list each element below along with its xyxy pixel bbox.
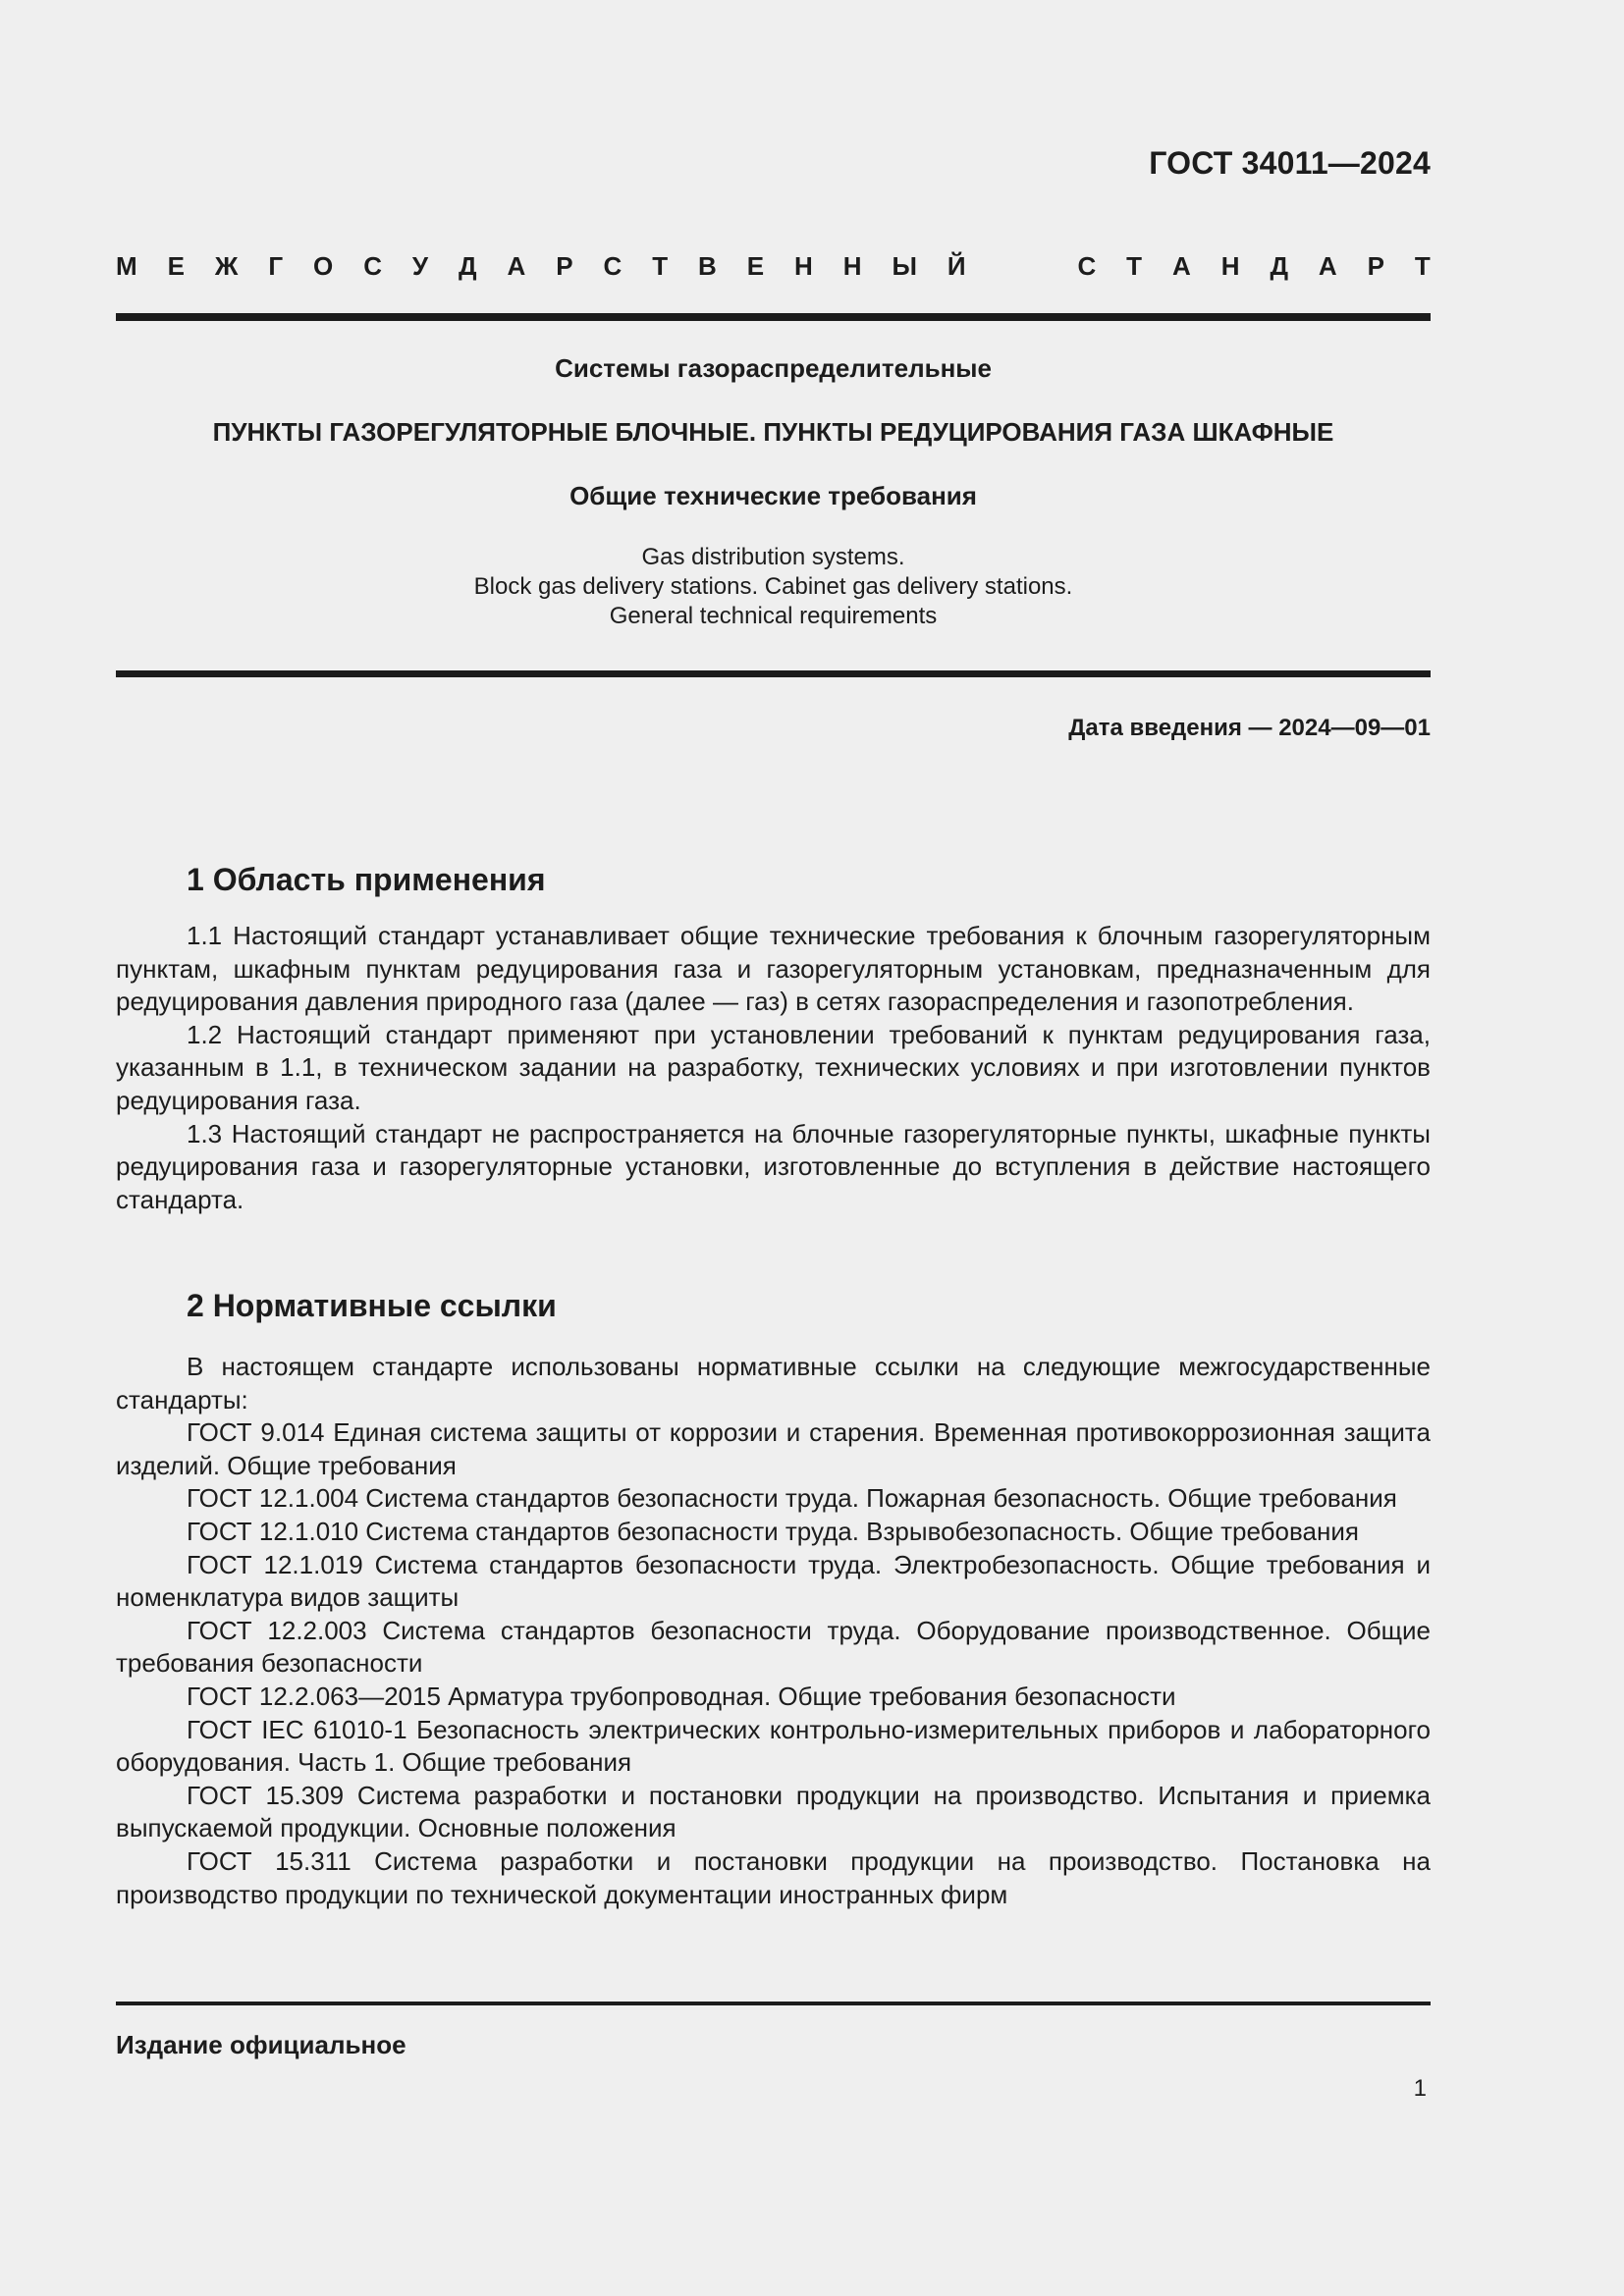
heading-letter: Р bbox=[1367, 251, 1384, 281]
heading-letter: Г bbox=[268, 251, 284, 281]
heading-letter: Н bbox=[842, 251, 862, 281]
heading-letter: Е bbox=[167, 251, 185, 281]
heading-letter: А bbox=[1318, 251, 1337, 281]
heading-letter: Т bbox=[1126, 251, 1143, 281]
heading-letter: С bbox=[1077, 251, 1097, 281]
paragraph: 1.3 Настоящий стандарт не распространяется на блочные газорегуляторные пункты, шкафные пункты редуцирования газа и газорегуляторные установки, изготовленные до вступления в действие настоящего стандарта. bbox=[116, 1118, 1431, 1214]
paragraph: В настоящем стандарте использованы нормативные ссылки на следующие межгосударственные стандарты: bbox=[116, 1352, 1431, 1415]
heading-letter: В bbox=[698, 251, 717, 281]
paragraph: 1.2 Настоящий стандарт применяют при установлении требований к пунктам редуцирования газа, указанным в 1.1, в техническом задании на разработку, технических условиях и при изготовлении пунктов редуцирования газа. bbox=[116, 1019, 1431, 1115]
heading-letter: С bbox=[363, 251, 382, 281]
heading-letter: Р bbox=[556, 251, 573, 281]
heading-letter: Ж bbox=[214, 251, 239, 281]
heading-letter: Т bbox=[1414, 251, 1431, 281]
heading-letter: Й bbox=[947, 251, 966, 281]
reference-item: ГОСТ 12.2.063—2015 Арматура трубопроводная. Общие требования безопасности bbox=[187, 1681, 1176, 1711]
page-number: 1 bbox=[1413, 2075, 1427, 2102]
english-title-line: Block gas delivery stations. Cabinet gas delivery stations. bbox=[473, 573, 1073, 600]
subtitle: Общие технические требования bbox=[569, 481, 977, 510]
heading-letter: Н bbox=[1220, 251, 1240, 281]
section-body bbox=[116, 1351, 1431, 1911]
reference-item: ГОСТ 15.311 Система разработки и постановки продукции на производство. Постановка на производство продукции по технической документации иностранных фирм bbox=[116, 1845, 1431, 1909]
section-heading: 1 Область применения bbox=[187, 862, 546, 897]
heading-letter: Д bbox=[459, 251, 477, 281]
heading-letter: А bbox=[507, 251, 526, 281]
english-title bbox=[116, 543, 1431, 631]
heading-letter: О bbox=[313, 251, 334, 281]
heading-letter: Е bbox=[746, 251, 765, 281]
word-gap bbox=[997, 251, 1048, 282]
reference-item: ГОСТ 9.014 Единая система защиты от коррозии и старения. Временная противокоррозионная защита изделий. Общие требования bbox=[116, 1417, 1431, 1480]
header-rule bbox=[116, 313, 1431, 321]
heading-letter: Н bbox=[794, 251, 813, 281]
heading-letter: Т bbox=[652, 251, 669, 281]
heading-letter: Д bbox=[1270, 251, 1288, 281]
document-code: ГОСТ 34011—2024 bbox=[1149, 145, 1431, 181]
reference-item: ГОСТ IEC 61010-1 Безопасность электрических контрольно-измерительных приборов и лабораторного оборудования. Часть 1. Общие требования bbox=[116, 1714, 1431, 1778]
heading-letter: С bbox=[603, 251, 623, 281]
official-edition-label: Издание официальное bbox=[116, 2030, 406, 2059]
english-title-line: General technical requirements bbox=[609, 603, 938, 629]
introduction-date: Дата введения — 2024—09—01 bbox=[1068, 715, 1431, 741]
reference-item: ГОСТ 12.1.019 Система стандартов безопасности труда. Электробезопасность. Общие требования и номенклатура видов защиты bbox=[116, 1549, 1431, 1613]
reference-item: ГОСТ 12.1.004 Система стандартов безопасности труда. Пожарная безопасность. Общие требования bbox=[187, 1483, 1397, 1514]
paragraph: 1.1 Настоящий стандарт устанавливает общие технические требования к блочным газорегуляторным пунктам, шкафным пунктам редуцирования газа и газорегуляторным установкам, предназначенным для редуцирования давления природного газа (далее — газ) в сетях газораспределения и газопотребления. bbox=[116, 921, 1431, 1017]
footer-rule bbox=[116, 2002, 1431, 2005]
system-title: Системы газораспределительные bbox=[555, 353, 992, 383]
section-heading: 2 Нормативные ссылки bbox=[187, 1288, 557, 1323]
interstate-standard-heading bbox=[116, 251, 1431, 282]
title-block-rule bbox=[116, 670, 1431, 677]
main-title: ПУНКТЫ ГАЗОРЕГУЛЯТОРНЫЕ БЛОЧНЫЕ. ПУНКТЫ РЕДУЦИРОВАНИЯ ГАЗА ШКАФНЫЕ bbox=[212, 417, 1334, 447]
heading-letter: Ы bbox=[892, 251, 917, 281]
heading-letter: М bbox=[116, 251, 137, 281]
heading-letter: А bbox=[1172, 251, 1191, 281]
reference-item: ГОСТ 12.1.010 Система стандартов безопасности труда. Взрывобезопасность. Общие требования bbox=[187, 1516, 1359, 1546]
reference-item: ГОСТ 12.2.003 Система стандартов безопасности труда. Оборудование производственное. Общие требования безопасности bbox=[116, 1615, 1431, 1679]
heading-letter: У bbox=[411, 251, 429, 281]
reference-item: ГОСТ 15.309 Система разработки и постановки продукции на производство. Испытания и приемка выпускаемой продукции. Основные положения bbox=[116, 1780, 1431, 1843]
section-body bbox=[116, 920, 1431, 1216]
english-title-line: Gas distribution systems. bbox=[641, 544, 905, 570]
